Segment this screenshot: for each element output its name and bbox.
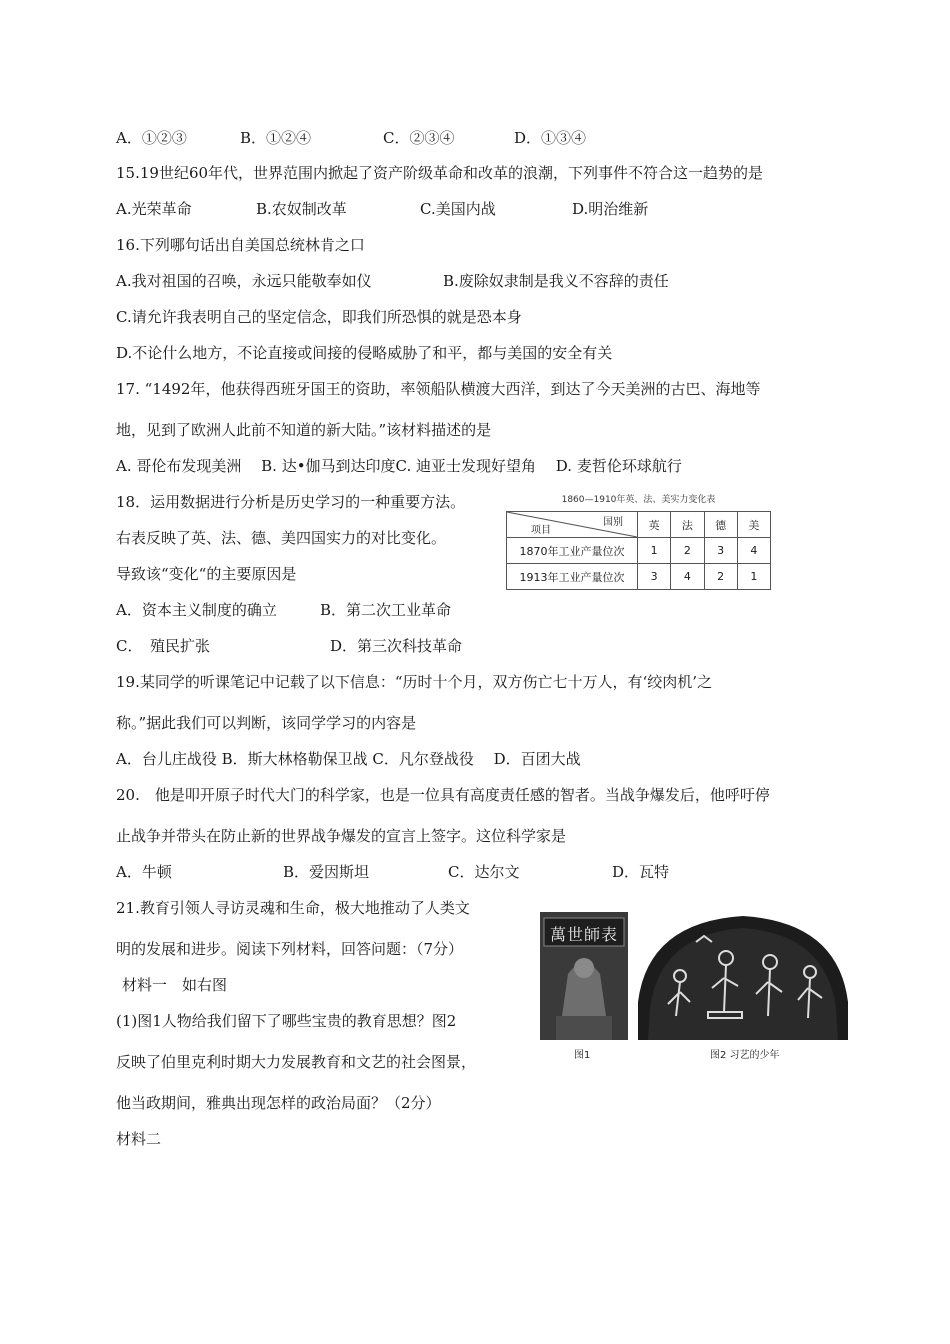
table-cell: 2 xyxy=(671,538,704,564)
q14-option-d: D．①③④ xyxy=(514,129,587,147)
table-diagonal-header xyxy=(507,512,638,538)
q14-option-b: B．①②④ xyxy=(240,129,312,147)
row-label: 1870年工业产量位次 xyxy=(507,538,638,564)
q21-stem-line2: 明的发展和进步。阅读下列材料，回答问题：（7分） xyxy=(116,940,464,958)
q17-stem-line2: 地，见到了欧洲人此前不知道的新大陆。”该材料描述的是 xyxy=(116,421,492,439)
table-caption: 1860—1910年英、法、美实力变化表 xyxy=(561,495,716,505)
table-cell: 3 xyxy=(704,538,737,564)
table-cell: 1 xyxy=(638,538,671,564)
q21-material2: 材料二 xyxy=(116,1130,162,1148)
table-row xyxy=(507,564,771,590)
q21-stem-line1: 21.教育引领人寻访灵魂和生命，极大地推动了人类文 xyxy=(116,899,470,917)
table-cell: 4 xyxy=(671,564,704,590)
q21-material1: 材料一 如右图 xyxy=(122,976,228,994)
figure-2-vase-painting xyxy=(638,912,848,1040)
q20-option-d: D．瓦特 xyxy=(612,863,670,881)
q16-option-a: A.我对祖国的召唤，永远只能敬奉如仪 xyxy=(116,272,372,290)
q18-stem-line2: 右表反映了英、法、德、美四国实力的对比变化。 xyxy=(116,529,447,547)
q16-stem: 16.下列哪句话出自美国总统林肯之口 xyxy=(116,236,365,254)
q15-option-b: B.农奴制改革 xyxy=(256,200,347,218)
q14-option-c: C．②③④ xyxy=(383,129,455,147)
q17-options: A. 哥伦布发现美洲 B. 达•伽马到达印度C. 迪亚士发现好望角 D. 麦哲伦环球航行 xyxy=(116,457,682,475)
table-cell: 4 xyxy=(737,538,770,564)
q17-stem-line1: 17. “1492年，他获得西班牙国王的资助，率领船队横渡大西洋，到达了今天美洲的古巴、海地等 xyxy=(116,380,761,398)
q15-stem: 15.19世纪60年代，世界范围内掀起了资产阶级革命和改革的浪潮，下列事件不符合这一趋势的是 xyxy=(116,164,764,182)
figure-1-caption: 图1 xyxy=(574,1050,591,1061)
q21-sub1-line1: (1)图1人物给我们留下了哪些宝贵的教育思想？图2 xyxy=(116,1012,457,1030)
q20-option-c: C．达尔文 xyxy=(448,863,520,881)
col-header-uk: 英 xyxy=(638,512,671,538)
figure-1-confucius-photo xyxy=(540,912,628,1040)
table-cell: 2 xyxy=(704,564,737,590)
q18-stem-line1: 18．运用数据进行分析是历史学习的一种重要方法。 xyxy=(116,493,466,511)
figure-2-caption: 图2 习艺的少年 xyxy=(710,1050,780,1061)
data-table xyxy=(506,511,771,590)
q18-option-a: A．资本主义制度的确立 xyxy=(116,601,277,619)
q21-sub1-line2: 反映了伯里克利时期大力发展教育和文艺的社会图景， xyxy=(116,1053,477,1071)
header-country: 国别 xyxy=(603,517,623,528)
table-cell: 1 xyxy=(737,564,770,590)
q16-option-c: C.请允许我表明自己的坚定信念，即我们所恐惧的就是恐本身 xyxy=(116,308,522,326)
table-row xyxy=(507,538,771,564)
header-item: 项目 xyxy=(531,525,551,536)
q18-option-b: B．第二次工业革命 xyxy=(320,601,452,619)
q19-stem-line2: 称。”据此我们可以判断，该同学学习的内容是 xyxy=(116,714,417,732)
q18-stem-line3: 导致该“变化“的主要原因是 xyxy=(116,565,297,583)
q15-option-a: A.光荣革命 xyxy=(116,200,192,218)
q20-stem-line2: 止战争并带头在防止新的世界战争爆发的宣言上签字。这位科学家是 xyxy=(116,827,567,845)
q16-option-d: D.不论什么地方，不论直接或间接的侵略威胁了和平，都与美国的安全有关 xyxy=(116,344,613,362)
col-header-france: 法 xyxy=(671,512,704,538)
table-cell: 3 xyxy=(638,564,671,590)
col-header-usa: 美 xyxy=(737,512,770,538)
q18-option-d: D．第三次科技革命 xyxy=(330,637,463,655)
q20-option-a: A．牛顿 xyxy=(116,863,172,881)
q18-power-table xyxy=(506,492,771,590)
plaque-text: 萬世師表 xyxy=(549,925,618,944)
q14-option-a: A．①②③ xyxy=(116,129,187,147)
q20-option-b: B．爱因斯坦 xyxy=(283,863,370,881)
q16-option-b: B.废除奴隶制是我义不容辞的责任 xyxy=(443,272,669,290)
q15-option-d: D.明治维新 xyxy=(572,200,649,218)
row-label: 1913年工业产量位次 xyxy=(507,564,638,590)
col-header-germany: 德 xyxy=(704,512,737,538)
q19-stem-line1: 19.某同学的听课笔记中记载了以下信息：“历时十个月，双方伤亡七十万人，有‘绞肉机’之 xyxy=(116,673,713,691)
q15-option-c: C.美国内战 xyxy=(420,200,496,218)
q20-stem-line1: 20. 他是叩开原子时代大门的科学家，也是一位具有高度责任感的智者。当战争爆发后，他呼吁停 xyxy=(116,786,770,804)
q19-options: A．台儿庄战役 B．斯大林格勒保卫战 C．凡尔登战役 D．百团大战 xyxy=(116,750,581,768)
q18-option-c: C． 殖民扩张 xyxy=(116,637,210,655)
q21-sub1-line3: 他当政期间，雅典出现怎样的政治局面？（2分） xyxy=(116,1094,441,1112)
